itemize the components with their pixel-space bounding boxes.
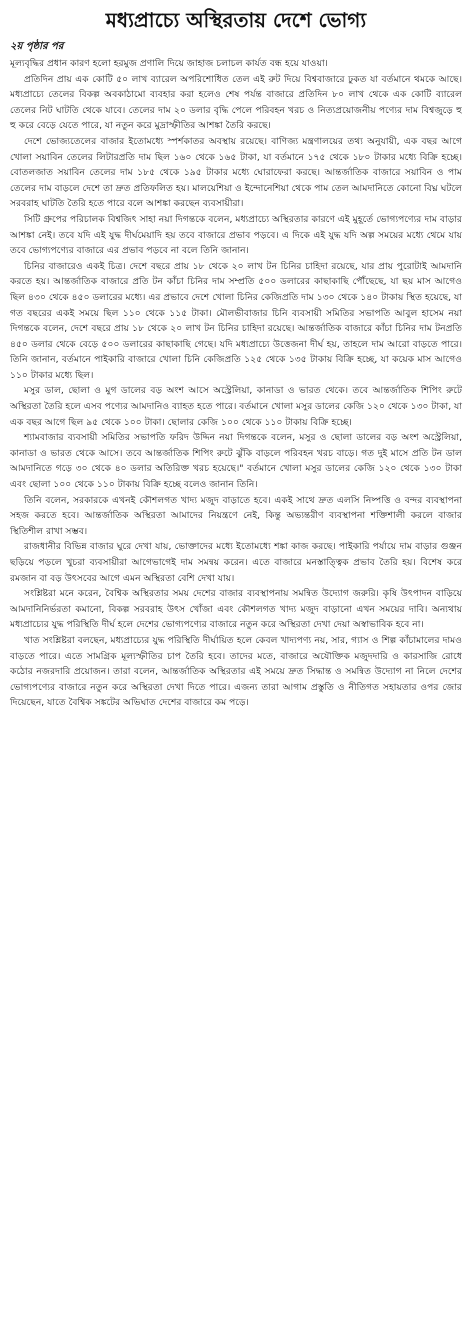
continued-from-label: ২য় পৃষ্ঠার পর bbox=[10, 41, 64, 52]
article-paragraph: সংশ্লিষ্টরা মনে করেন, বৈশ্বিক অস্থিরতার সময় দেশের বাজার ব্যবস্থাপনায় সমন্বিত উদ্যোগ জরুরি। কৃষি উৎপাদন বাড়িয়ে আমদানিনির্ভরতা কমানো, বিকল্প সরবরাহ উৎস খোঁজা এবং কৌশলগত খাদ্য মজুদ বাড়ানো এখন সময়ের দাবি। অন্যথায় মধ্যপ্রাচ্যের যুদ্ধ পরিস্থিতি দীর্ঘ হলে দেশের ভোগ্যপণ্যের বাজারে নতুন করে অস্থিরতা দেখা দেয়া অস্বাভাবিক হবে না। bbox=[10, 588, 462, 631]
headline: মধ্যপ্রাচ্যে অস্থিরতায় দেশে ভোগ্য bbox=[105, 8, 367, 32]
article-paragraph: খাত সংশ্লিষ্টরা বলছেন, মধ্যপ্রাচ্যের যুদ্ধ পরিস্থিতি দীর্ঘায়িত হলে কেবল খাদ্যপণ্য নয়, সার, গ্যাস ও শিল্প কাঁচামালের দামও বাড়তে পারে। এতে সামগ্রিক মূল্যস্ফীতির চাপ তৈরি হবে। তাদের মতে, বাজারে অযৌক্তিক মজুদদারি ও কারসাজি রোধে কঠোর নজরদারি প্রয়োজন। তারা বলেন, আন্তর্জাতিক অস্থিরতার এই সময়ে দ্রুত সিদ্ধান্ত ও সমন্বিত উদ্যোগ না নিলে দেশের ভোগ্যপণ্যের বাজারে নতুন করে অস্থিরতা দেখা দিতে পারে। এজন্য তারা আগাম প্রস্তুতি ও নীতিগত সহায়তার ওপর জোর দিয়েছেন, যাতে বৈশ্বিক সঙ্কটের অভিঘাত দেশের বাজারে কম পড়ে। bbox=[10, 634, 462, 709]
article-paragraph: দেশে ভোজ্যতেলের বাজার ইতোমধ্যে স্পর্শকাতর অবস্থায় রয়েছে। বাণিজ্য মন্ত্রণালয়ের তথ্য অনুযায়ী, এক বছর আগে খোলা সয়াবিন তেলের লিটারপ্রতি দাম ছিল ১৬০ থেকে ১৬৫ টাকা, যা বর্তমানে ১৭৫ থেকে ১৮০ টাকার মধ্যে বিক্রি হচ্ছে। বোতলজাত সয়াবিন তেলের দাম ১৮৫ থেকে ১৯৫ টাকার মধ্যে ঘোরাফেরা করছে। আন্তর্জাতিক বাজারে সয়াবিন ও পাম তেলের দাম বাড়লে দেশে তা দ্রুত প্রতিফলিত হয়। মালয়েশিয়া ও ইন্দোনেশিয়া থেকে পাম তেল আমদানিতে কোনো বিঘ্ন ঘটলে সরবরাহ ঘাটতি তৈরি হতে পারে বলে আশঙ্কা করছেন ব্যবসায়ীরা। bbox=[10, 135, 462, 210]
article-body bbox=[10, 56, 462, 711]
article-paragraph: সিটি গ্রুপের পরিচালক বিশ্বজিৎ সাহা নয়া দিগন্তকে বলেন, মধ্যপ্রাচ্যে অস্থিরতার কারণে এই মুহূর্তে ভোগ্যপণ্যের দাম বাড়ার আশঙ্কা নেই। তবে যদি এই যুদ্ধ দীর্ঘমেয়াদি হয় তবে বাজারে প্রভাব পড়বে। এ দিকে এই যুদ্ধ যদি অল্প সময়ের মধ্যে থেমে যায় তবে ভোগ্যপণ্যের বাজারে এর প্রভাব পড়বে না বলে তিনি জানান। bbox=[10, 213, 462, 257]
article-paragraph: চিনির বাজারেও একই চিত্র। দেশে বছরে প্রায় ১৮ থেকে ২০ লাখ টন চিনির চাহিদা রয়েছে, যার প্রায় পুরোটাই আমদানি করতে হয়। আন্তর্জাতিক বাজারে প্রতি টন কাঁচা চিনির দাম সম্প্রতি ৫০০ ডলারের কাছাকাছি পৌঁছেছে, যা ছয় মাস আগেও ছিল ৪৩০ থেকে ৪৫০ ডলারের মধ্যে। এর প্রভাবে দেশে খোলা চিনির কেজিপ্রতি দাম ১৩০ থেকে ১৪০ টাকায় স্থিত হয়েছে, যা গত বছরের একই সময়ে ছিল ১১০ থেকে ১১৫ টাকা। মৌলভীবাজার চিনি ব্যবসায়ী সমিতির সভাপতি আবুল হাসেম নয়া দিগন্তকে বলেন, দেশে বছরে প্রায় ১৮ থেকে ২০ লাখ টন চিনির চাহিদা রয়েছে। আন্তর্জাতিক বাজারে কাঁচা চিনির দাম টনপ্রতি ৪৫০ ডলার থেকে বেড়ে ৫০০ ডলারের কাছাকাছি গেছে। যদি মধ্যপ্রাচ্যে উত্তেজনা দীর্ঘ হয়, তাহলে দাম আরো বাড়তে পারে। তিনি জানান, বর্তমানে পাইকারি বাজারে খোলা চিনি কেজিপ্রতি ১২৫ থেকে ১৩৫ টাকায় বিক্রি হচ্ছে, যা কয়েক মাস আগেও ১১০ টাকার মধ্যে ছিল। bbox=[10, 260, 462, 381]
article-paragraph: রাজধানীর বিভিন্ন বাজার ঘুরে দেখা যায়, ভোক্তাদের মধ্যে ইতোমধ্যে শঙ্কা কাজ করছে। পাইকারি পর্যায়ে দাম বাড়ার গুঞ্জন ছড়িয়ে পড়লে খুচরা ব্যবসায়ীরা আগেভাগেই দাম সমন্বয় করেন। এতে বাজারে মনস্তাত্ত্বিক প্রভাব তৈরি হয়। বিশেষ করে রমজান বা বড় উৎসবের আগে এমন অস্থিরতা বেশি দেখা যায়। bbox=[10, 541, 462, 584]
article-paragraph: মসুর ডাল, ছোলা ও মুগ ডালের বড় অংশ আসে অস্ট্রেলিয়া, কানাডা ও ভারত থেকে। তবে আন্তর্জাতিক শিপিং রুটে অস্থিরতা তৈরি হলে এসব পণ্যের আমদানিও ব্যাহত হতে পারে। বর্তমানে খোলা মসুর ডালের কেজি ১২০ থেকে ১৩০ টাকা, যা এক বছর আগে ছিল ৯৫ থেকে ১০০ টাকা। ছোলার কেজি ১০০ থেকে ১১০ টাকায় বিক্রি হচ্ছে। bbox=[10, 385, 462, 428]
article-paragraph: প্রতিদিন প্রায় এক কোটি ৫০ লাখ ব্যারেল অপরিশোধিত তেল এই রুট দিয়ে বিশ্ববাজারে ঢুকত যা বর্তমানে থমকে আছে। মধ্যপ্রাচ্যে তেলের বিকল্প অবকাঠামো ব্যবহার করা হলেও শেষ পর্যন্ত বাজারে প্রতিদিন ৮০ লাখ থেকে এক কোটি ব্যারেল তেলের নিট ঘাটতি থেকে যাবে। তেলের দাম ২০ ডলার বৃদ্ধি পেলে পরিবহন খরচ ও নিত্যপ্রয়োজনীয় পণ্যের দাম বিশ্বজুড়ে হু হু করে বেড়ে যেতে পারে, যা নতুন করে মুদ্রাস্ফীতির আশঙ্কা তৈরি করছে। bbox=[10, 73, 462, 132]
article-paragraph: তিনি বলেন, সরকারকে এখনই কৌশলগত খাদ্য মজুদ বাড়াতে হবে। একই সাথে দ্রুত এলসি নিষ্পত্তি ও বন্দর ব্যবস্থাপনা সহজ করতে হবে। আন্তর্জাতিক অস্থিরতা আমাদের নিয়ন্ত্রণে নেই, কিন্তু অভ্যন্তরীণ ব্যবস্থাপনা শক্তিশালী করলে বাজার স্থিতিশীল রাখা সম্ভব। bbox=[10, 494, 462, 537]
article-paragraph: শ্যামবাজার ব্যবসায়ী সমিতির সভাপতি ফরিদ উদ্দিন নয়া দিগন্তকে বলেন, মসুর ও ছোলা ডালের বড় অংশ অস্ট্রেলিয়া, কানাডা ও ভারত থেকে আসে। তবে আন্তর্জাতিক শিপিং রুটে ঝুঁকি বাড়লে পরিবহন খরচ বাড়ে। গত দুই মাসে প্রতি টন ডাল আমদানিতে গড়ে ৩০ থেকে ৪০ ডলার অতিরিক্ত খরচ হয়েছে।" বর্তমানে খোলা মসুর ডালের কেজি ১২০ থেকে ১৩০ টাকা এবং ছোলা ১০০ থেকে ১১০ টাকায় বিক্রি হচ্ছে বলেও জানান তিনি। bbox=[10, 432, 462, 491]
article-paragraph: মূল্যবৃদ্ধির প্রধান কারণ হলো হরমুজ প্রণালি দিয়ে জাহাজ চলাচল কার্যত বন্ধ হয়ে যাওয়া। bbox=[10, 58, 328, 69]
